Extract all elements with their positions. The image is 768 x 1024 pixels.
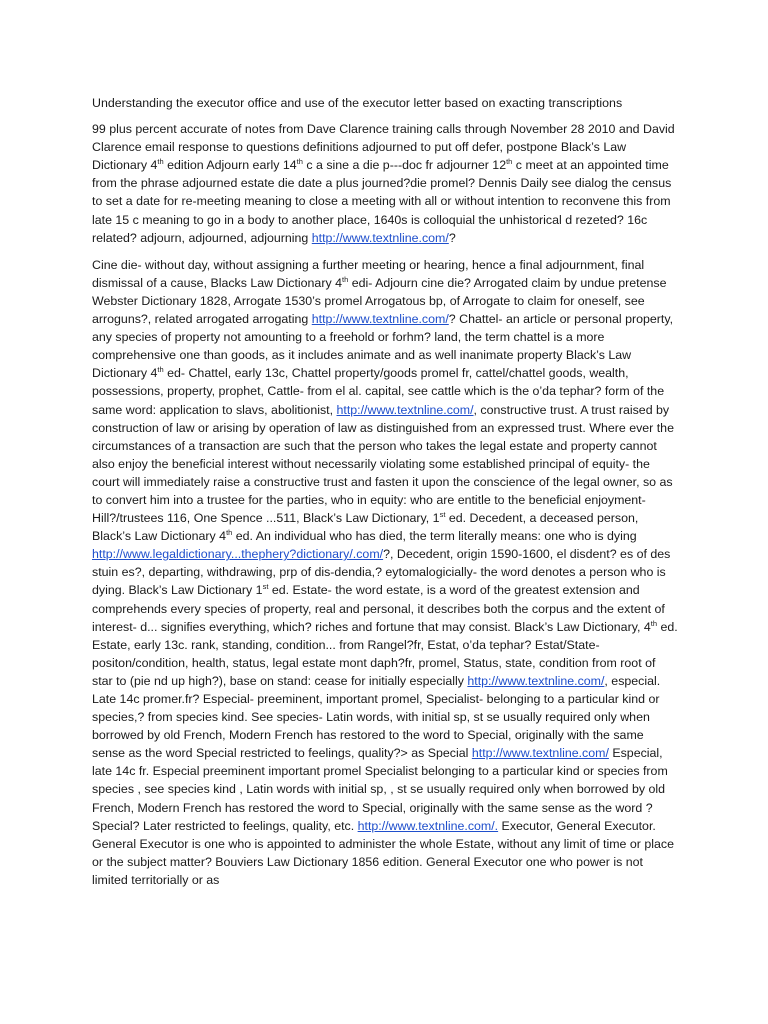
text-run: c a sine a die p---doc fr adjourner 12: [302, 158, 507, 173]
ordinal-superscript: th: [226, 528, 233, 538]
text-run: c meet at an appointed time from the phrase adjourned estate die date a plus journed?die promel? Dennis Daily see dialog the census to set a date for re-meeting meaning to close a meeting with all or without intention to reconvene this from late 15 c meaning to go in a body to another place, 1640s is colloquial the unhistorical d rezeted? 16c related? adjourn, adjourned, adjourning: [92, 158, 672, 245]
ordinal-superscript: th: [157, 365, 164, 375]
text-run: ed. Decedent, a deceased person, Black’s Law Dictionary 4: [92, 511, 639, 544]
url-link[interactable]: http://www.textnline.com/: [336, 402, 474, 417]
url-link[interactable]: http://www.textnline.com/.: [357, 818, 499, 833]
ordinal-superscript: st: [439, 510, 446, 520]
ordinal-superscript: th: [506, 157, 513, 167]
text-run: , constructive trust. A trust raised by construction of law or arising by operation of law as distinguished from an expressed trust. Where ever the circumstances of a transaction are such that the person who takes the legal estate and property cannot also enjoy the beneficial interest without necessarily violating some established principal of equity- the court will immediately raise a constructive trust and fasten it upon the conscience of the legal owner, so as to convert him into a trustee for the parties, who in equity: who are entitle to the beneficial enjoyment- Hill?/trustees 116, One Spence ...511, Black’s Law Dictionary, 1: [92, 402, 674, 526]
text-run: ?, Decedent, origin 1590-1600, el disdent? es of des stuin es?, departing, withdrawing, prp of dis-dendia,? eytomalogicially- the word denotes a person who is dying. Black’s Law Dictionary 1: [92, 547, 671, 598]
ordinal-superscript: th: [157, 157, 164, 167]
ordinal-superscript: st: [262, 582, 269, 592]
text-run: ed. An individual who has died, the term literally means: one who is dying: [232, 529, 637, 544]
text-run: Executor, General Executor. General Executor is one who is appointed to administer the whole Estate, without any limit of time or place or the subject matter? Bouviers Law Dictionary 1856 edition. General Executor one who power is not limited territorially or as: [92, 818, 674, 887]
document-body: [92, 94, 679, 889]
text-run: ?: [448, 230, 456, 245]
text-run: Cine die- without day, without assigning a further meeting or hearing, hence a final adjournment, final dismissal of a cause, Blacks Law Dictionary 4: [92, 257, 645, 290]
text-run: , especial. Late 14c promer.fr? Especial- preeminent, important promel, Specialist- belonging to a particular kind or species,? from species kind. See species- Latin words, with initial sp, st se usually required only when borrowed by old French, Modern French has restored to the word to Special, originally with the same sense as the word Special restricted to feelings, quality?> as Special: [92, 673, 661, 761]
text-run: edi- Adjourn cine die? Arrogated claim by undue pretense Webster Dictionary 1828, Arrogate 1530’s promel Arrogatous bp, of Arrogate to claim for oneself, see arroguns?, related arrogated arrogating: [92, 275, 667, 327]
url-link[interactable]: http://www.textnline.com/: [311, 312, 449, 327]
text-run: ed. Estate, early 13c. rank, standing, condition... from Rangel?fr, Estat, o’da tephar? Estat/State- positon/condition, health, status, legal estate mont daph?fr, promel, Status, state, condition from root of star to (pie nd up high?), base on stand: cease for initially especially: [92, 619, 678, 688]
text-run: ed. Estate- the word estate, is a word of the greatest extension and comprehends every species of property, real and personal, it describes both the corpus and the extent of interest- d... signifies everything, which? riches and fortune that may consist. Black’s Law Dictionary, 4: [92, 583, 665, 634]
ordinal-superscript: th: [650, 618, 658, 628]
ordinal-superscript: th: [341, 274, 349, 284]
text-run: ? Chattel- an article or personal property, any species of property not amounting to a freehold or forhm? land, the term chattel is a more comprehensive one than goods, as it includes animate and as well inanimate property Black’s Law Dictionary 4: [92, 312, 674, 381]
url-link[interactable]: http://www.textnline.com/: [311, 230, 449, 245]
text-run: Especial, late 14c fr. Especial preeminent important promel Specialist belonging to a particular kind or species from species , see species kind , Latin words with initial sp, , st se usually required only when borrowed by old French, Modern French has restored the word to Special, originally with the same sense as the word ?Special? Later restricted to feelings, quality, etc.: [92, 746, 668, 833]
ordinal-superscript: th: [296, 157, 303, 167]
text-run: ed- Chattel, early 13c, Chattel property/goods promel fr, cattel/chattel goods, wealth, possessions, property, prophet, Cattle- from el al. capital, see cattle which is the o’da tephar? form of the same word: application to slavs, abolitionist,: [92, 366, 665, 417]
text-run: edition Adjourn early 14: [163, 158, 297, 173]
paragraph-1: [92, 120, 679, 247]
paragraph-2: [92, 256, 679, 889]
text-run: 99 plus percent accurate of notes from Dave Clarence training calls through November 28 2010 and David Clarence email response to questions definitions adjourned to put off defer, postpone Black’s Law Dictionary 4: [92, 122, 675, 173]
url-link[interactable]: http://www.textnline.com/: [471, 746, 609, 761]
document-title: Understanding the executor office and use of the executor letter based on exacting transcriptions: [92, 96, 623, 110]
url-link[interactable]: http://www.textnline.com/: [467, 673, 605, 688]
url-link[interactable]: http://www.legaldictionary...thephery?dictionary/.com/: [92, 547, 384, 562]
